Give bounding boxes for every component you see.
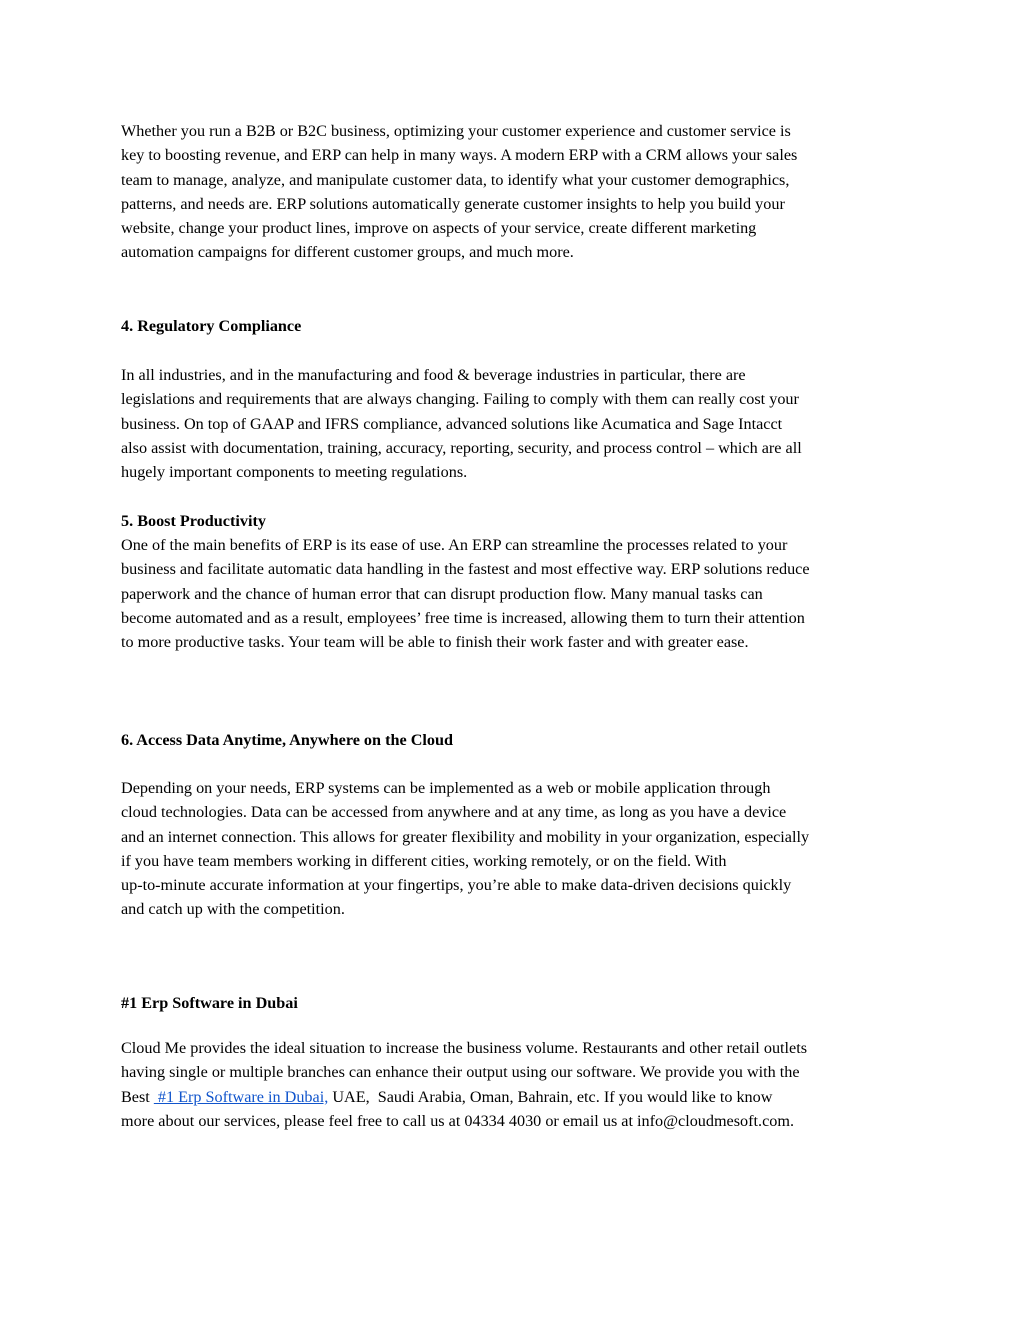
text-line: One of the main benefits of ERP is its ease of use. An ERP can streamline the processes related to your — [121, 536, 788, 554]
text-line: and an internet connection. This allows for greater flexibility and mobility in your organization, especially — [121, 827, 810, 846]
text-line: patterns, and needs are. ERP solutions automatically generate customer insights to help you build your — [121, 194, 785, 213]
text-line: Depending on your needs, ERP systems can be implemented as a web or mobile application through — [121, 779, 771, 797]
section-heading-boost-productivity: 5. Boost Productivity — [121, 512, 266, 530]
text-line: if you have team members working in different cities, working remotely, or on the field. With — [121, 851, 727, 870]
boost-productivity-paragraph — [121, 533, 911, 654]
section-heading-erp-software-dubai: #1 Erp Software in Dubai — [121, 994, 298, 1012]
text-fragment: Best — [121, 1087, 154, 1106]
erp-software-dubai-paragraph — [121, 1036, 911, 1133]
text-line: up-to-minute accurate information at your fingertips, you’re able to make data-driven decisions quickly — [121, 876, 792, 895]
text-line: more about our services, please feel free to call us at 04334 4030 or email us at info@cloudmesoft.com. — [121, 1111, 794, 1130]
text-line: key to boosting revenue, and ERP can help in many ways. A modern ERP with a CRM allows your sales — [121, 146, 798, 165]
text-line: Cloud Me provides the ideal situation to increase the business volume. Restaurants and other retail outlets — [121, 1039, 808, 1057]
text-line: Whether you run a B2B or B2C business, optimizing your customer experience and customer service is — [121, 122, 791, 140]
text-line: website, change your product lines, improve on aspects of your service, create different marketing — [121, 219, 757, 238]
text-line: cloud technologies. Data can be accessed from anywhere and at any time, as long as you have a device — [121, 803, 787, 822]
erp-software-dubai-link[interactable]: #1 Erp Software in Dubai, — [153, 1087, 329, 1106]
text-line: and catch up with the competition. — [121, 900, 345, 919]
text-line: team to manage, analyze, and manipulate customer data, to identify what your customer demographics, — [121, 170, 790, 189]
text-line: also assist with documentation, training, accuracy, reporting, security, and process control – which are all — [121, 438, 802, 457]
section-heading-regulatory-compliance: 4. Regulatory Compliance — [121, 317, 302, 335]
access-data-cloud-paragraph — [121, 776, 911, 922]
text-line: paperwork and the chance of human error that can disrupt production flow. Many manual tasks can — [121, 584, 763, 603]
regulatory-compliance-paragraph — [121, 363, 911, 484]
text-line: automation campaigns for different customer groups, and much more. — [121, 243, 574, 262]
text-line-with-link — [121, 1085, 911, 1109]
intro-paragraph — [121, 119, 911, 265]
text-line: business and facilitate automatic data handling in the fastest and most effective way. ERP solutions reduce — [121, 560, 810, 579]
text-line: In all industries, and in the manufacturing and food & beverage industries in particular, there are — [121, 366, 746, 384]
section-heading-access-data-cloud: 6. Access Data Anytime, Anywhere on the Cloud — [121, 731, 453, 749]
text-fragment: UAE, Saudi Arabia, Oman, Bahrain, etc. If you would like to know — [328, 1087, 773, 1106]
text-line: become automated and as a result, employees’ free time is increased, allowing them to turn their attention — [121, 608, 805, 627]
text-line: having single or multiple branches can enhance their output using our software. We provide you with the — [121, 1063, 800, 1082]
text-line: business. On top of GAAP and IFRS compliance, advanced solutions like Acumatica and Sage Intacct — [121, 414, 783, 433]
text-line: legislations and requirements that are always changing. Failing to comply with them can really cost your — [121, 390, 799, 409]
text-line: hugely important components to meeting regulations. — [121, 463, 468, 482]
text-line: to more productive tasks. Your team will be able to finish their work faster and with greater ease. — [121, 633, 749, 652]
